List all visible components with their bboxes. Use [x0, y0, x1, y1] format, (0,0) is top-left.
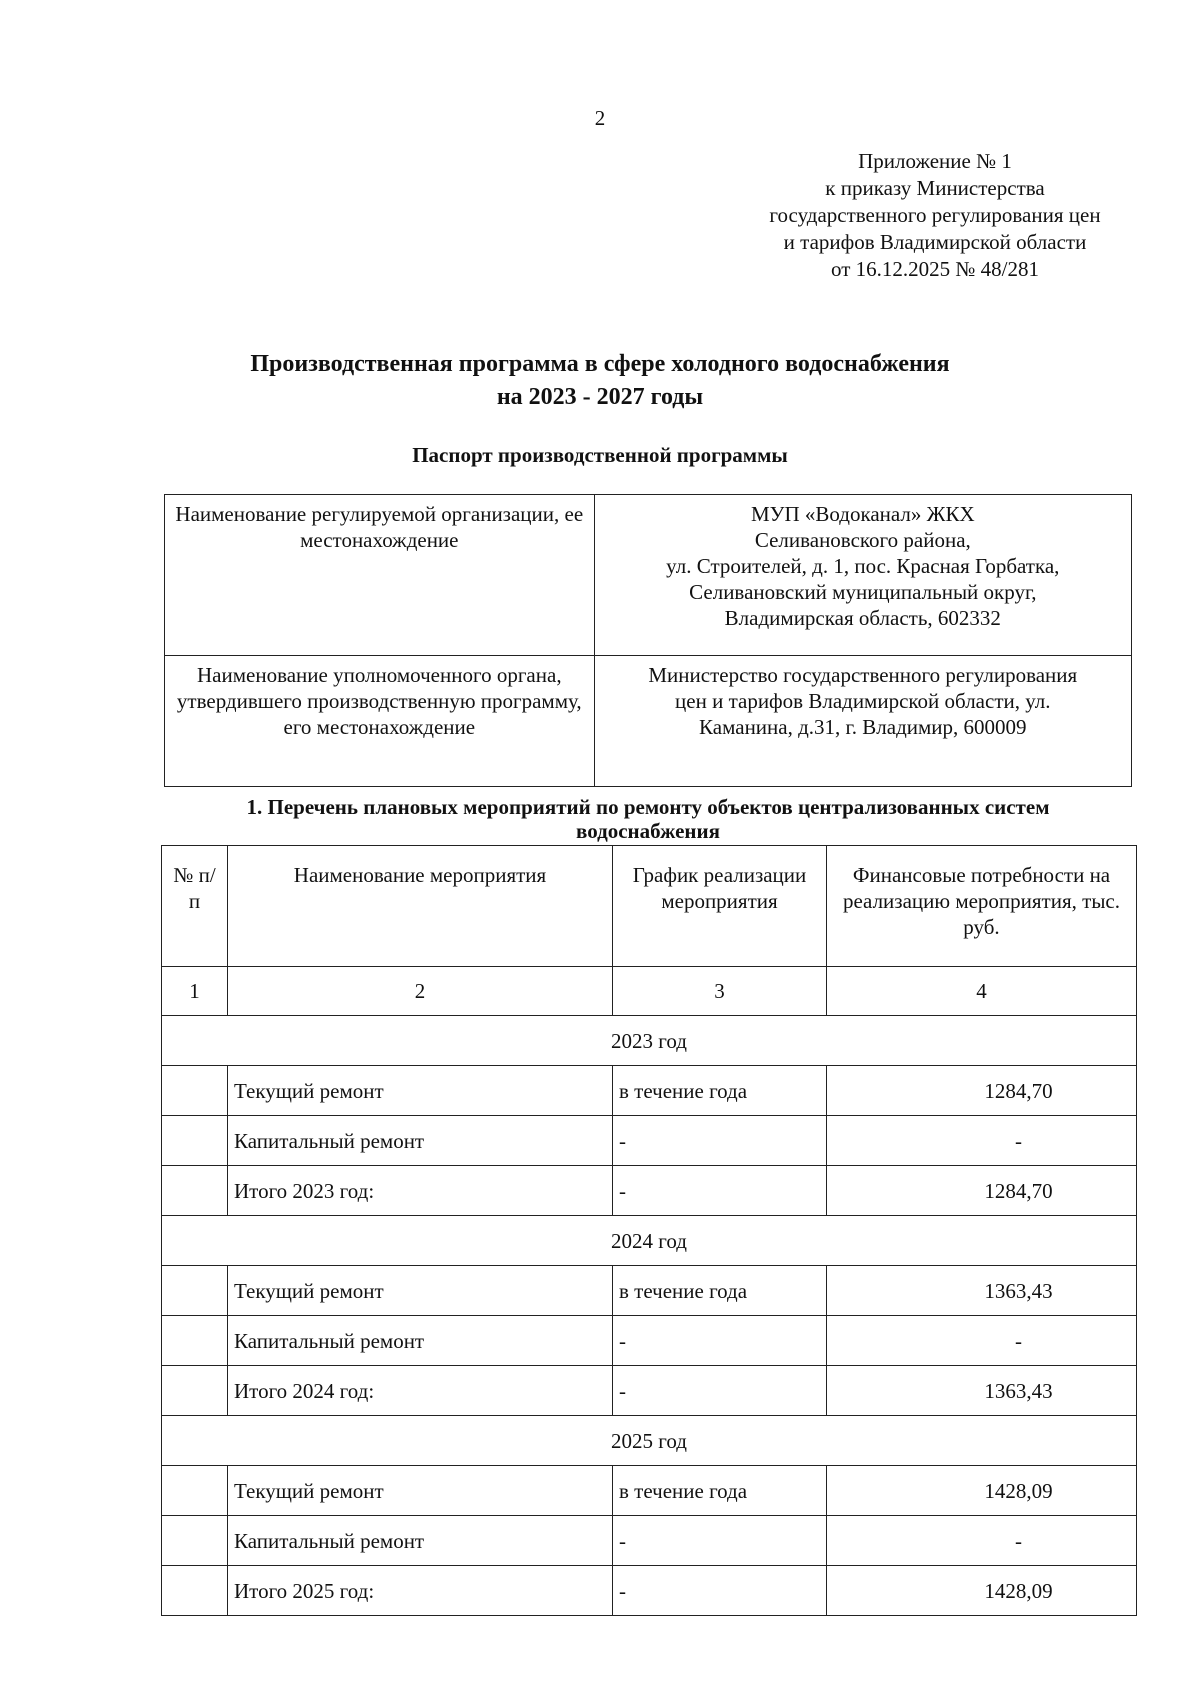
- row-amount: 1363,43: [827, 1366, 1137, 1416]
- row-name: Капитальный ремонт: [228, 1316, 613, 1366]
- passport-value-line: Селивановский муниципальный округ,: [689, 580, 1037, 604]
- row-amount: 1428,09: [827, 1566, 1137, 1616]
- passport-value-line: ул. Строителей, д. 1, пос. Красная Горбатка,: [666, 554, 1060, 578]
- column-number: 3: [613, 967, 827, 1016]
- passport-heading: Паспорт производственной программы: [412, 443, 788, 467]
- appendix-line: от 16.12.2025 № 48/281: [830, 257, 1040, 281]
- section-heading-line: водоснабжения: [576, 819, 720, 843]
- row-schedule: -: [613, 1366, 827, 1416]
- document-title-line: на 2023 - 2027 годы: [496, 384, 704, 410]
- appendix-block: [735, 148, 1135, 283]
- row-schedule: в течение года: [613, 1266, 827, 1316]
- column-number: 2: [228, 967, 613, 1016]
- row-schedule: -: [613, 1516, 827, 1566]
- passport-value-line: Селивановского района,: [754, 528, 971, 552]
- row-name: Итого 2023 год:: [228, 1166, 613, 1216]
- table-row: [162, 1266, 1137, 1316]
- year-row: [162, 1416, 1137, 1466]
- events-table: [161, 845, 1137, 1616]
- row-schedule: -: [613, 1316, 827, 1366]
- passport-label: Наименование уполномоченного органа, утвердившего производственную программу, его местонахождение: [165, 656, 595, 787]
- row-name: Капитальный ремонт: [228, 1516, 613, 1566]
- row-schedule: -: [613, 1166, 827, 1216]
- table-row: [162, 1566, 1137, 1616]
- row-num: [162, 1066, 228, 1116]
- section-heading-line: 1. Перечень плановых мероприятий по ремонту объектов централизованных систем: [246, 795, 1050, 819]
- row-num: [162, 1166, 228, 1216]
- table-row: [162, 1166, 1137, 1216]
- appendix-line: к приказу Министерства: [825, 176, 1045, 200]
- document-title-line: Производственная программа в сфере холодного водоснабжения: [250, 351, 950, 377]
- row-num: [162, 1566, 228, 1616]
- table-row: [162, 1116, 1137, 1166]
- passport-value: [594, 656, 1131, 787]
- row-schedule: -: [613, 1566, 827, 1616]
- passport-value: [594, 495, 1131, 656]
- passport-row-authority: [165, 656, 1132, 787]
- row-schedule: в течение года: [613, 1066, 827, 1116]
- document-title: [0, 348, 1200, 414]
- appendix-line: и тарифов Владимирской области: [783, 230, 1087, 254]
- passport-value-line: Каманина, д.31, г. Владимир, 600009: [699, 715, 1027, 739]
- row-schedule: -: [613, 1116, 827, 1166]
- header-schedule: График реализации мероприятия: [613, 846, 827, 967]
- appendix-line: государственного регулирования цен: [769, 203, 1101, 227]
- row-num: [162, 1316, 228, 1366]
- row-num: [162, 1466, 228, 1516]
- row-name: Итого 2024 год:: [228, 1366, 613, 1416]
- row-num: [162, 1516, 228, 1566]
- passport-label: Наименование регулируемой организации, ее местонахождение: [165, 495, 595, 656]
- table-row: [162, 1316, 1137, 1366]
- passport-value-line: МУП «Водоканал» ЖКХ: [750, 502, 975, 526]
- row-amount: 1284,70: [827, 1066, 1137, 1116]
- year-row: [162, 1016, 1137, 1066]
- passport-table: [164, 494, 1132, 787]
- row-amount: 1284,70: [827, 1166, 1137, 1216]
- row-name: Итого 2025 год:: [228, 1566, 613, 1616]
- row-amount: 1363,43: [827, 1266, 1137, 1316]
- appendix-line: Приложение № 1: [858, 149, 1012, 173]
- year-label: 2025 год: [162, 1416, 1137, 1466]
- row-name: Текущий ремонт: [228, 1466, 613, 1516]
- table-row: [162, 1516, 1137, 1566]
- column-number-row: [162, 967, 1137, 1016]
- row-amount: -: [827, 1516, 1137, 1566]
- row-num: [162, 1266, 228, 1316]
- passport-row-organization: [165, 495, 1132, 656]
- section-1-heading: [164, 795, 1132, 843]
- header-num: № п/п: [162, 846, 228, 967]
- year-row: [162, 1216, 1137, 1266]
- page-number: 2: [594, 106, 606, 130]
- passport-value-line: Владимирская область, 602332: [724, 606, 1001, 630]
- table-header-row: [162, 846, 1137, 967]
- table-row: [162, 1066, 1137, 1116]
- row-num: [162, 1116, 228, 1166]
- row-amount: 1428,09: [827, 1466, 1137, 1516]
- year-label: 2023 год: [162, 1016, 1137, 1066]
- header-finance: Финансовые потребности на реализацию мероприятия, тыс. руб.: [827, 846, 1137, 967]
- row-schedule: в течение года: [613, 1466, 827, 1516]
- passport-value-line: Министерство государственного регулирования: [648, 663, 1078, 687]
- row-name: Капитальный ремонт: [228, 1116, 613, 1166]
- row-amount: -: [827, 1316, 1137, 1366]
- row-amount: -: [827, 1116, 1137, 1166]
- table-row: [162, 1466, 1137, 1516]
- row-name: Текущий ремонт: [228, 1266, 613, 1316]
- row-num: [162, 1366, 228, 1416]
- header-name: Наименование мероприятия: [228, 846, 613, 967]
- column-number: 4: [827, 967, 1137, 1016]
- passport-value-line: цен и тарифов Владимирской области, ул.: [675, 689, 1051, 713]
- table-row: [162, 1366, 1137, 1416]
- year-label: 2024 год: [162, 1216, 1137, 1266]
- row-name: Текущий ремонт: [228, 1066, 613, 1116]
- column-number: 1: [162, 967, 228, 1016]
